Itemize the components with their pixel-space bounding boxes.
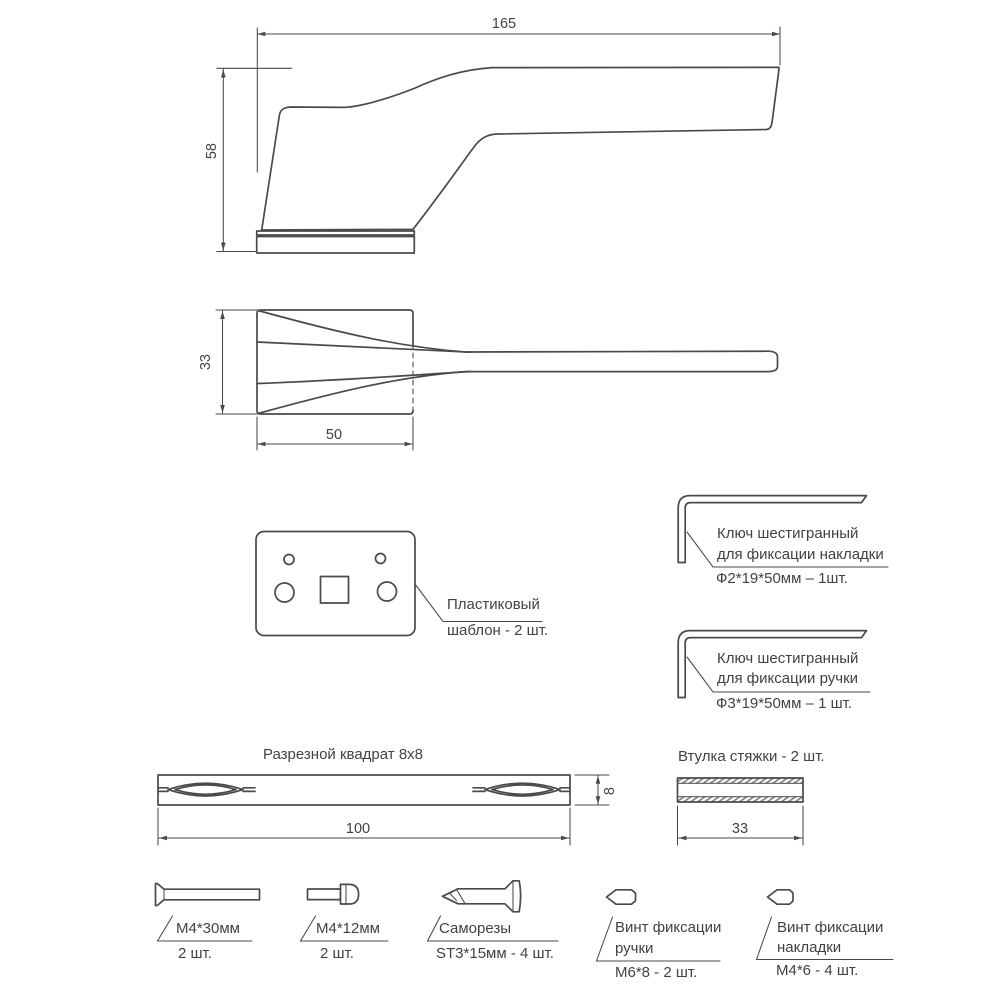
- dim-33-topview-label: 33: [197, 354, 214, 371]
- hex-key-handle-label-line3: Ф3*19*50мм – 1 шт.: [716, 695, 853, 712]
- template-label-line1: Пластиковый: [447, 596, 540, 613]
- self-tapping-screw-icon: [443, 881, 521, 912]
- hex-key-cover-label-line3: Ф2*19*50мм – 1шт.: [716, 570, 848, 587]
- plastic-template-drawing: [256, 532, 542, 636]
- handle-top-outline: [258, 311, 778, 414]
- hex-key-handle-label-line2: для фиксации ручки: [717, 670, 859, 687]
- bolt-m4-30-icon: [156, 884, 260, 906]
- fastener-1-name: М4*30мм: [176, 920, 240, 937]
- sleeve-title: Втулка стяжки - 2 шт.: [678, 748, 825, 765]
- dim-33-sleeve-label: 33: [731, 821, 749, 837]
- rose-square-outline: [257, 310, 413, 414]
- hex-key-handle-label-line1: Ключ шестигранный: [717, 650, 859, 667]
- hex-key-cover-label-line1: Ключ шестигранный: [717, 525, 859, 542]
- hex-key-cover-label-line2: для фиксации накладки: [717, 546, 884, 563]
- spindle-slot-lines: [158, 788, 570, 792]
- template-label-line2: шаблон - 2 шт.: [447, 622, 549, 639]
- handle-top-curve-3: [257, 372, 470, 384]
- handle-base-top-line: [257, 231, 415, 235]
- handle-top-curve-2: [257, 342, 470, 352]
- fastener-1-qty: 2 шт.: [178, 945, 212, 962]
- fastener-3-name: Саморезы: [439, 920, 512, 937]
- fastener-2-name: М4*12мм: [316, 920, 380, 937]
- spindle-title: Разрезной квадрат 8х8: [263, 746, 423, 763]
- spindle-spring-lenses: [168, 783, 560, 796]
- handle-base-plate: [257, 237, 415, 254]
- set-screw-cover-icon: [768, 890, 794, 904]
- set-screw-handle-icon: [607, 890, 636, 904]
- handle-profile-outline: [262, 67, 779, 230]
- dim-8-label: 8: [601, 787, 618, 796]
- dim-50-label: 50: [325, 427, 343, 443]
- fastener-5-name2: накладки: [777, 939, 842, 956]
- bolt-m4-12-icon: [308, 889, 341, 900]
- spindle-body: [158, 775, 570, 805]
- fastener-4-qty: М6*8 - 2 шт.: [615, 964, 698, 981]
- side-view-drawing: [217, 27, 780, 253]
- fastener-3-qty: ST3*15мм - 4 шт.: [436, 945, 554, 962]
- fastener-2-qty: 2 шт.: [320, 945, 354, 962]
- fastener-5-qty: М4*6 - 4 шт.: [776, 962, 859, 979]
- dim-100-label: 100: [345, 821, 371, 837]
- fastener-4-name2: ручки: [615, 940, 654, 957]
- dim-33-lines: [216, 310, 257, 414]
- fastener-4-name: Винт фиксации: [615, 919, 722, 936]
- dim-165-label: 165: [491, 16, 517, 32]
- dim-58-label: 58: [203, 143, 220, 160]
- fastener-5-name: Винт фиксации: [777, 919, 884, 936]
